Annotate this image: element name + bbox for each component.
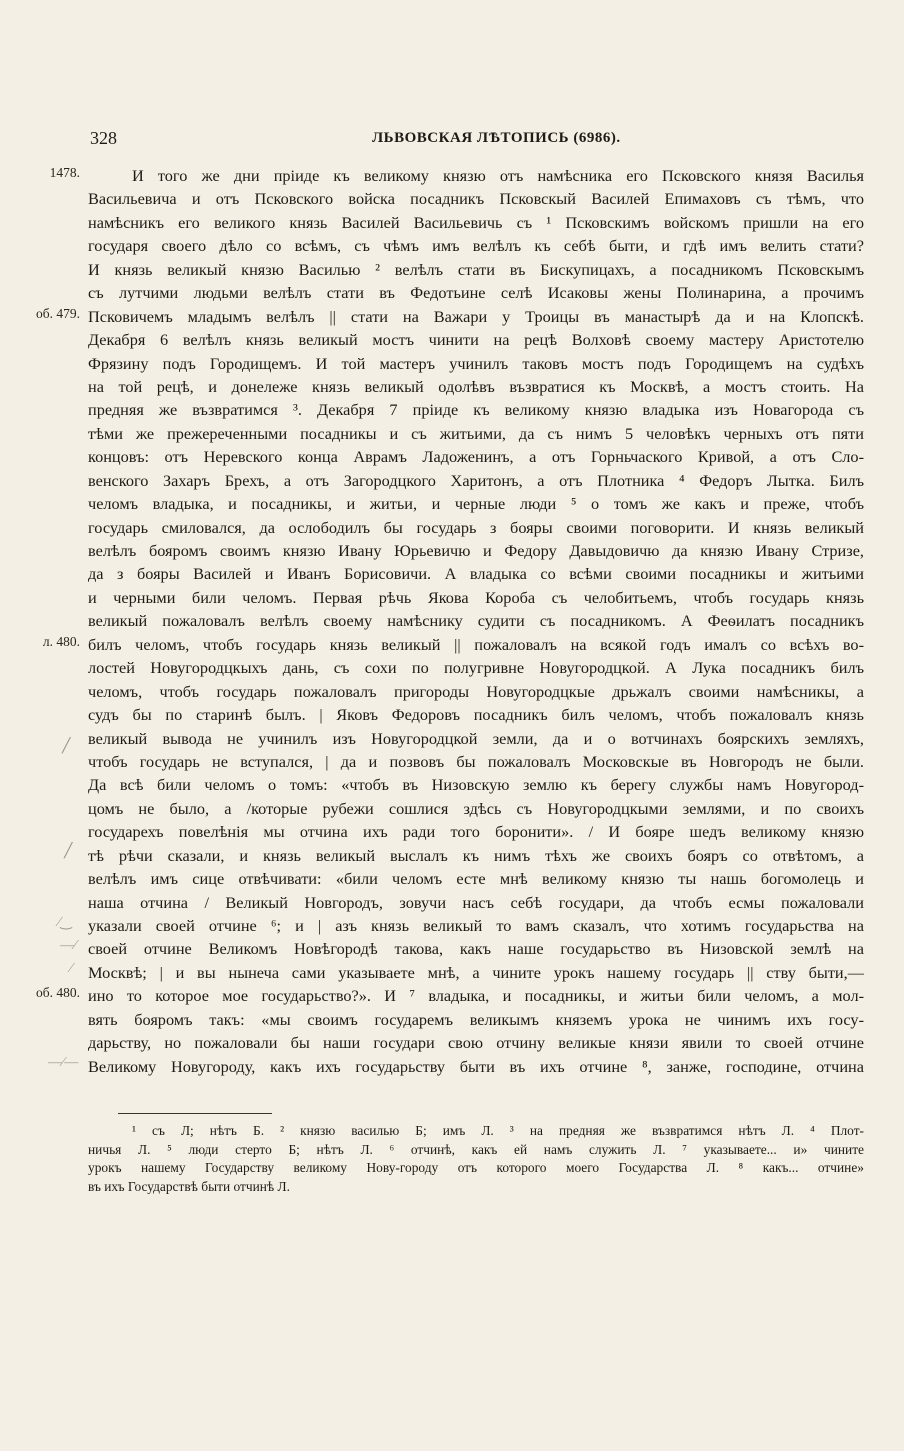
pencil-mark: ╱ <box>62 739 71 754</box>
text-line: концовъ: отъ Неревского конца Аврамъ Ладоженинъ, а отъ Горньчаского Кривой, а отъ Сло- <box>88 447 864 467</box>
margin-note-year: 1478. <box>49 165 80 180</box>
text-line: Васильевича и отъ Псковского войска посадникъ Псковскый Василей Епимаховъ съ тѣмъ, что <box>88 189 864 209</box>
text-line: указали своей отчине ⁶; и | азъ князь великый то вамъ сказалъ, что хотимъ государьства на <box>88 916 864 935</box>
text-line: съ лутчими людьми велѣлъ стати въ Федотьине селѣ Исаковы жены Полинарина, а прочимъ <box>88 283 864 303</box>
text-line: тѣми же прежереченными посадникы и съ житьими, да съ нимъ 5 человѣкъ черныхъ отъ пяти <box>88 423 864 443</box>
text-line: И князь великый князю Василью ² велѣлъ стати въ Бискупицахъ, а посадникомъ Псковскымъ <box>88 259 864 279</box>
text-line: велѣлъ имъ сице отвѣчивати: «били челомъ есте мнѣ великому князю ты нашь богомолець и <box>88 869 864 889</box>
margin-note-folio: л. 480. <box>42 634 80 649</box>
text-line: челомъ владыка, и посадникы, и житьи, и черные люди ⁵ о томъ же какъ и преже, чтобъ <box>88 494 864 514</box>
running-title: ЛЬВОВСКАЯ ЛѢТОПИСЬ (6986). <box>372 130 621 146</box>
text-line: Да всѣ били челомъ о томъ: «чтобъ въ Низовскую землю къ берегу службы намъ Новугород- <box>88 775 864 795</box>
text-line: челомъ, чтобъ государь пожаловалъ пригороды Новугородцкые дрьжалъ своими намѣсникы, а <box>88 681 864 701</box>
text-line: судъ бы по старинѣ былъ. | Яковъ Федоровъ посадникъ билъ челомъ, чтобъ пожаловалъ князь <box>88 705 864 725</box>
margin-note-folio: об. 479. <box>36 306 80 321</box>
footnote-line: ничья Л. ⁵ люди стерто Б; нѣтъ Л. ⁶ отчинѣ, какъ ей намъ служить Л. ⁷ указываете... и» чините <box>88 1141 864 1157</box>
text-line: Псковичемъ младымъ велѣлъ || стати на Важари у Троицы въ манастырѣ да и на Клопскѣ. <box>88 306 864 326</box>
text-line: лостей Новугородцкыхъ дань, съ сохи по полугривне Новугородцкой. А Лука посадникъ билъ <box>88 658 864 678</box>
footnotes <box>88 1122 864 1197</box>
text-line: велѣлъ бояромъ своимъ князю Ивану Юрьевичю и Федору Давыдовичю да князю Ивану Стризе, <box>88 541 864 560</box>
text-line: Москвѣ; | и вы нынеча сами указываете мнѣ, а чините урокъ нашему государь || ству быти,— <box>88 962 864 982</box>
text-line: тѣ рѣчи сказали, и князь великый выслалъ къ нимъ тѣхъ же своихъ бояръ со отвѣтомъ, а <box>88 845 864 865</box>
text-line: намѣсникъ его великого князь Василей Васильевичь съ ¹ Псковскимъ войскомъ пришли на его <box>88 212 864 232</box>
text-line: великый пожаловалъ велѣлъ своему намѣснику судити съ посадникомъ. А Феѳилатъ посадникъ <box>88 611 864 631</box>
text-line: вять бояромъ такъ: «мы своимъ государемъ великымъ княземъ урока не чинимъ ихъ госу- <box>88 1009 864 1029</box>
margin-note-folio: об. 480. <box>36 985 80 1000</box>
text-line: билъ челомъ, чтобъ государь князь великый || пожаловалъ на всякой годъ ималъ со всѣхъ во- <box>88 634 864 654</box>
text-line: венского Захаръ Брехъ, а отъ Загородцкого Харитонъ, а отъ Плотника ⁴ Федоръ Лытка. Билъ <box>88 470 864 490</box>
page-number: 328 <box>90 128 117 148</box>
text-line: цомъ не было, а /которые рубежи сошлися здѣсь съ Новугородцкыми землями, и по своихъ <box>88 798 864 818</box>
text-line: великый вывода не учинилъ изъ Новугородцкой земли, да и о вотчинахъ боярскихъ земляхъ, <box>88 728 864 748</box>
pencil-mark: —⁄ <box>60 938 77 953</box>
text-line: государь смиловался, да ослободилъ бы государь з бояры своими поговорити. И князь великый <box>88 517 864 537</box>
text-line: наша отчина / Великый Новгородъ, зовучи насъ себѣ государи, да чтобъ есмы пожаловали <box>88 892 864 912</box>
text-line: государехъ повелѣнiя мы отчина ихъ ради того боронити». / И бояре шедъ великому князю <box>88 822 864 842</box>
text-line: да з бояры Василей и Иванъ Борисовичи. А владыка со всѣми своими посадникы и житьими <box>88 564 864 584</box>
text-line: Декабря 6 велѣлъ князь великый мостъ чинити на рецѣ Волховѣ своему мастеру Аристотелю <box>88 330 864 350</box>
footnote-line: ¹ съ Л; нѣтъ Б. ² князю василью Б; имъ Л. ³ на предняя же възвратимся нѣтъ Л. ⁴ Плот- <box>132 1123 864 1138</box>
text-line: чтобъ государь не вступался, | да и позвовъ бы пожаловалъ Московскые въ Новгородъ не были. <box>88 751 864 771</box>
text-line: государя своего дѣло со всѣмъ, съ чѣмъ имъ велѣлъ къ себѣ быти, и гдѣ имъ велить стати? <box>88 236 864 256</box>
text-line: Фрязину подъ Городищемъ. И той мастеръ учинилъ таковъ мостъ подъ Городищемъ на судѣхъ <box>88 353 864 373</box>
text-line: И того же дни прiиде къ великому князю отъ намѣсника его Псковского князя Василья <box>132 166 864 185</box>
pencil-mark: ⁄‿ <box>58 915 72 930</box>
text-line: своей отчине Великомъ Новѣгородѣ такова, какъ наше государьство въ Низовской землѣ на <box>88 939 864 959</box>
text-line: Великому Новугороду, какъ ихъ государьству быти въ ихъ отчине ⁸, занже, господине, отчина <box>88 1056 864 1076</box>
text-line: ино то которое мое государьство?». И ⁷ владыка, и посадникы, и житьи били челомъ, а мол- <box>88 986 864 1006</box>
text-line: на той рецѣ, и донележе князь великый одолѣвъ възвратися къ Москвѣ, а мостъ стоить. На <box>88 376 864 396</box>
pencil-mark: ⁄ <box>70 961 73 976</box>
footnote-separator <box>118 1113 272 1114</box>
footnote-line: въ ихъ Государствѣ быти отчинѣ Л. <box>88 1179 290 1195</box>
text-line: предняя же възвратимся ³. Декабря 7 прiиде къ великому князю владыка изъ Новагорода съ <box>88 400 864 420</box>
pencil-mark: —⁄— <box>48 1055 79 1070</box>
text-line: и черными били челомъ. Первая рѣчь Якова Короба съ челобитьемъ, чтобъ государь князь <box>88 587 864 607</box>
main-text <box>88 164 864 1078</box>
text-line: дарьству, но пожаловали бы наши государи свою отчину великые князи явили то своей отчине <box>88 1033 864 1053</box>
footnote-line: урокъ нашему Государству великому Нову-городу отъ которого моего Государства Л. ⁸ какъ... отчине» <box>88 1160 864 1176</box>
pencil-mark: ╱ <box>64 844 73 859</box>
